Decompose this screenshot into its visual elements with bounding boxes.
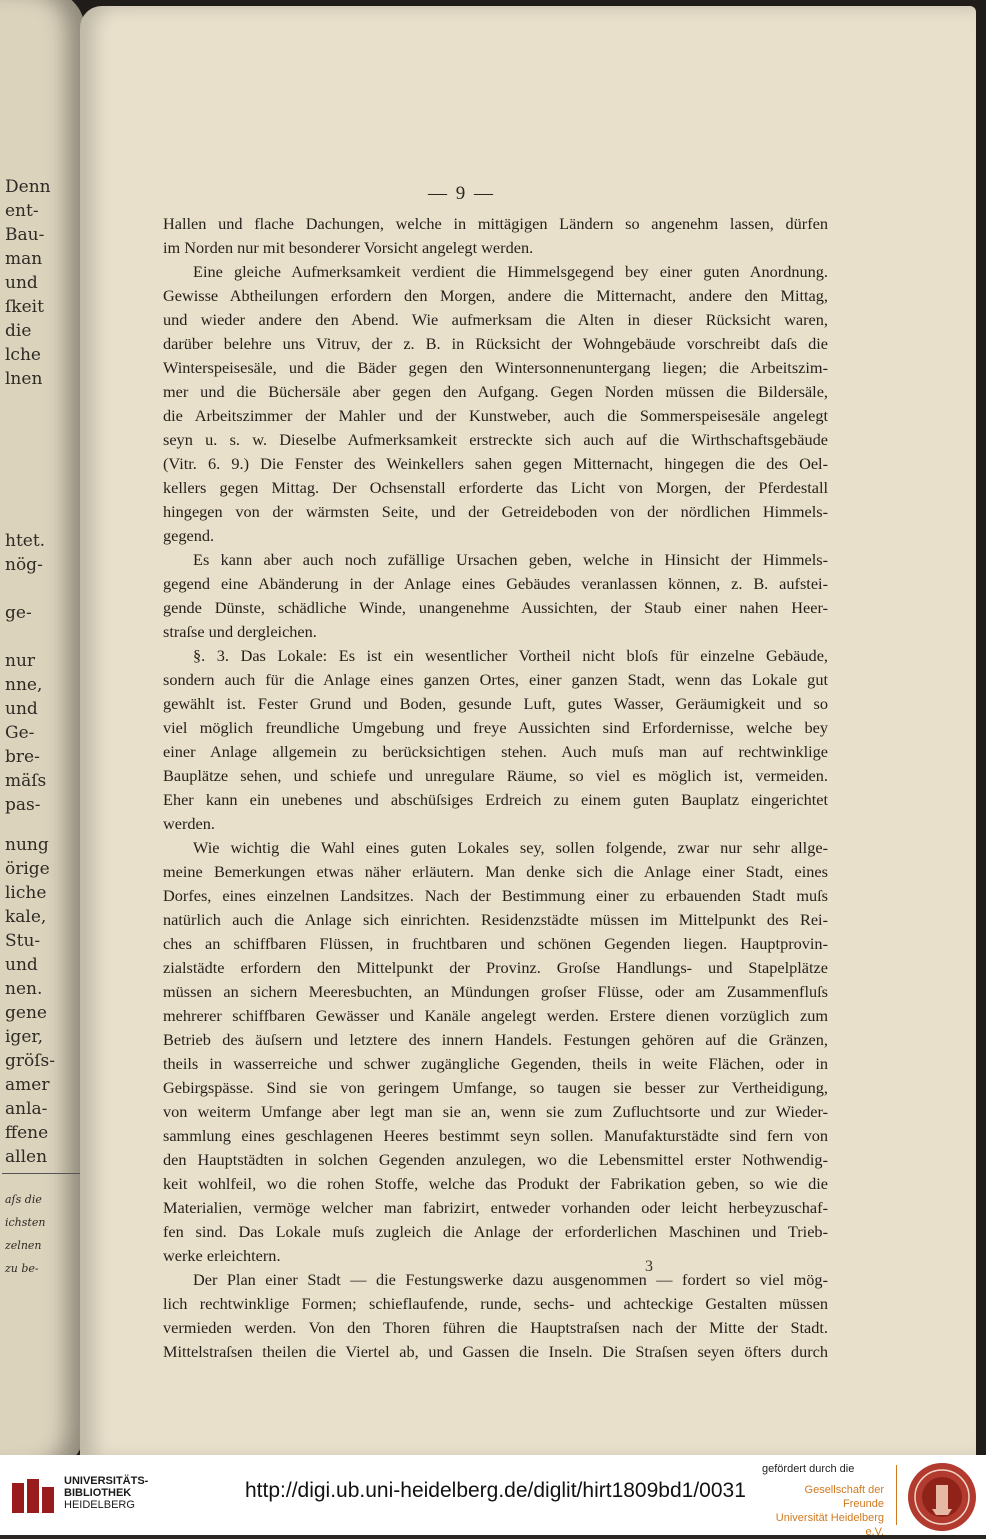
text-line: fen sind. Das Lokale muſs zugleich die Anlage der erforderlichen Maschinen und Trieb- bbox=[163, 1222, 828, 1241]
margin-footnote: zu be- bbox=[5, 1262, 39, 1275]
text-line: vermieden werden. Von den Thoren führen die Hauptstraſsen nach der Mitte der Stadt. bbox=[163, 1318, 828, 1337]
footnote-rule bbox=[2, 1173, 82, 1174]
text-line: Wie wichtig die Wahl eines guten Lokales sey, sollen folgende, zwar nur sehr allge- bbox=[193, 838, 828, 857]
viewer-footer bbox=[0, 1455, 986, 1538]
margin-fragment: nung bbox=[5, 835, 49, 855]
body-text bbox=[163, 212, 828, 1364]
margin-fragment: liche bbox=[5, 883, 47, 903]
sponsor-divider bbox=[896, 1465, 897, 1525]
margin-fragment: anla- bbox=[5, 1099, 48, 1119]
university-seal-icon bbox=[906, 1461, 978, 1533]
text-line: Eher kann ein unebenes und abschüſsiges Erdreich zu einem guten Bauplatz eingerichtet bbox=[163, 790, 828, 809]
margin-fragment: örige bbox=[5, 859, 50, 879]
text-line: kellers gegen Mittag. Der Ochsenstall erforderte das Licht von Morgen, der Pferdestall bbox=[163, 478, 828, 497]
text-line: sammlung eines geschlagenen Heeres bestimmt seyn sollen. Manufakturstädte sind fern von bbox=[163, 1126, 828, 1145]
text-line: Hallen und flache Dachungen, welche in mittägigen Ländern so angenehm lassen, dürfen bbox=[163, 214, 828, 233]
margin-fragment: und bbox=[5, 955, 38, 975]
text-line: Der Plan einer Stadt — die Festungswerke dazu ausgenommen — fordert so viel mög- bbox=[193, 1270, 828, 1289]
text-line: meine Bemerkungen etwas näher erläutern. Man denke sich die Anlage einer Stadt, eines bbox=[163, 862, 828, 881]
margin-fragment: amer bbox=[5, 1075, 50, 1095]
text-line: hingegen von der wärmsten Seite, und der Getreideboden von der nördlichen Himmels- bbox=[163, 502, 828, 521]
text-line: sondern auch für die Anlage eines ganzen Ortes, einer ganzen Stadt, wenn das Lokale gut bbox=[163, 670, 828, 689]
margin-fragment: bre- bbox=[5, 747, 40, 767]
margin-fragment: ſkeit bbox=[5, 297, 44, 317]
text-line: gende Dünste, schädliche Winde, unangenehme Aussichten, der Staub einer nahen Heer- bbox=[163, 598, 828, 617]
margin-fragment: nög- bbox=[5, 555, 43, 575]
left-page-edge bbox=[0, 0, 85, 1455]
margin-fragment: ge- bbox=[5, 603, 32, 623]
text-line: seyn u. s. w. Dieselbe Aufmerksamkeit erstreckte sich auch auf die Wirthschaftsgebäude bbox=[163, 430, 828, 449]
university-library-logo-icon[interactable] bbox=[10, 1477, 56, 1517]
text-line: gegend eine Abänderung in der Anlage eines Gebäudes veranlassen können, z. B. aufstei- bbox=[163, 574, 828, 593]
margin-fragment: und bbox=[5, 699, 38, 719]
sponsor-label: gefördert durch die bbox=[762, 1463, 855, 1475]
text-line: natürlich auch die Anlage sich einrichten. Residenzstädte müssen im Mittelpunkt des Rei- bbox=[163, 910, 828, 929]
margin-fragment: htet. bbox=[5, 531, 46, 551]
margin-fragment: man bbox=[5, 249, 43, 269]
page-number-header: — 9 — bbox=[428, 183, 495, 204]
library-name-line: HEIDELBERG bbox=[64, 1499, 135, 1511]
text-line: zialstädte erfordern den Mittelpunkt der Provinz. Groſse Handlungs- und Stapelplätze bbox=[163, 958, 828, 977]
text-line: gegend. bbox=[163, 526, 215, 545]
margin-fragment: nen. bbox=[5, 979, 43, 999]
margin-footnote: aſs die bbox=[5, 1193, 42, 1206]
text-line: lich rechtwinklige Formen; schieflaufende, runde, sechs- und achteckige Gestalten müssen bbox=[163, 1294, 828, 1313]
text-line: (Vitr. 6. 9.) Die Fenster des Weinkellers sahen gegen Mitternacht, hingegen die des Oel- bbox=[163, 454, 828, 473]
text-line: straſse und dergleichen. bbox=[163, 622, 317, 641]
margin-fragment: die bbox=[5, 321, 32, 341]
text-line: Eine gleiche Aufmerksamkeit verdient die Himmelsgegend bey einer guten Anordnung. bbox=[193, 262, 828, 281]
library-name-line: UNIVERSITÄTS- bbox=[64, 1475, 149, 1487]
library-name bbox=[64, 1475, 148, 1511]
text-line: werke erleichtern. bbox=[163, 1246, 281, 1265]
margin-fragment: Denn bbox=[5, 177, 51, 197]
margin-fragment: gene bbox=[5, 1003, 47, 1023]
text-line: Gewisse Abtheilungen erfordern den Morgen, andere die Mitternacht, andere den Mittag, bbox=[163, 286, 828, 305]
text-line: Gebirgspässe. Sind sie von geringem Umfange, so taugen sie besser zur Vertheidigung, bbox=[163, 1078, 828, 1097]
text-line: gewählt ist. Fester Grund und Boden, gesunde Luft, gutes Wasser, Geräumigkeit und so bbox=[163, 694, 828, 713]
margin-fragment: ent- bbox=[5, 201, 39, 221]
text-line: einer Anlage allgemein zu berücksichtigen stehen. Auch muſs man auf rechtwinklige bbox=[163, 742, 828, 761]
margin-fragment: allen bbox=[5, 1147, 48, 1167]
margin-fragment: Bau- bbox=[5, 225, 45, 245]
permalink-url[interactable]: http://digi.ub.uni-heidelberg.de/diglit/hirt1809bd1/0031 bbox=[245, 1479, 746, 1502]
text-line: Bauplätze sehen, und schiefe und unregulare Räume, so viel es möglich ist, vermeiden. bbox=[163, 766, 828, 785]
margin-fragment: Stu- bbox=[5, 931, 41, 951]
text-line: müssen an sichern Meeresbuchten, an Mündungen groſser Flüsse, oder am Zusammenfluſs bbox=[163, 982, 828, 1001]
section-heading-line: §. 3. Das Lokale: Es ist ein wesentlicher Vortheil nicht bloſs für einzelne Gebäude, bbox=[193, 646, 828, 665]
margin-footnote: ichsten bbox=[5, 1216, 46, 1229]
text-line: werden. bbox=[163, 814, 215, 833]
sponsor-name-line: Gesellschaft der Freunde bbox=[804, 1484, 884, 1510]
margin-fragment: nur bbox=[5, 651, 36, 671]
text-line: darüber belehre uns Vitruv, der z. B. in Rücksicht der Wohngebäude vorschreibt daſs die bbox=[163, 334, 828, 353]
signature-mark: 3 bbox=[645, 1258, 653, 1275]
sponsor-name-line: Universität Heidelberg e.V. bbox=[775, 1512, 884, 1538]
text-line: keit wohlfeil, wo die rohen Stoffe, welche das Produkt der Fabrikation geben, so wie die bbox=[163, 1174, 828, 1193]
text-line: Es kann aber auch noch zufällige Ursachen geben, welche in Hinsicht der Himmels- bbox=[193, 550, 828, 569]
text-line: mer und die Büchersäle aber gegen den Aufgang. Gegen Norden müssen die Bildersäle, bbox=[163, 382, 828, 401]
margin-fragment: iger, bbox=[5, 1027, 44, 1047]
text-line: viel möglich freundliche Umgebung und freye Aussichten sind Erfordernisse, welche bey bbox=[163, 718, 828, 737]
text-line: theils in wasserreiche und schwer zugängliche Gegenden, theils in weite Flächen, oder in bbox=[163, 1054, 828, 1073]
margin-fragment: ffene bbox=[5, 1123, 49, 1143]
margin-fragment: und bbox=[5, 273, 38, 293]
text-line: den Hauptstädten in solchen Gegenden anzulegen, wo die Lebensmittel erster Nothwendig- bbox=[163, 1150, 828, 1169]
margin-fragment: lnen bbox=[5, 369, 43, 389]
margin-fragment: kale, bbox=[5, 907, 47, 927]
text-line: und wieder andere den Abend. Wie aufmerksam die Alten in dieser Rücksicht waren, bbox=[163, 310, 828, 329]
margin-fragment: Ge- bbox=[5, 723, 35, 743]
text-line: von weiterm Umfange aber legt man sie an, wenn sie zum Zufluchtsorte und zur Wieder- bbox=[163, 1102, 828, 1121]
margin-fragment: nne, bbox=[5, 675, 43, 695]
text-line: ches an schiffbaren Flüssen, in fruchtbaren und schönen Gegenden liegen. Hauptprovin- bbox=[163, 934, 828, 953]
text-line: im Norden nur mit besonderer Vorsicht angelegt werden. bbox=[163, 238, 534, 257]
sponsor-name[interactable] bbox=[762, 1483, 884, 1539]
text-line: Winterspeisesäle, und die Bäder gegen den Wintersonnenuntergang liegen; die Arbeitszim- bbox=[163, 358, 828, 377]
margin-fragment: lche bbox=[5, 345, 41, 365]
margin-fragment: gröſs- bbox=[5, 1051, 56, 1071]
text-line: Betrieb des äuſsern und letztere des innern Handels. Festungen gehören auf die Gränzen, bbox=[163, 1030, 828, 1049]
text-line: Mittelstraſsen theilen die Viertel ab, und Gassen die Inseln. Die Straſsen seyen öfters durch bbox=[163, 1342, 828, 1361]
text-line: Materialien, vermöge welcher man fabrizirt, entweder vorhanden oder leicht herbeyzuschaf- bbox=[163, 1198, 828, 1217]
library-name-line: BIBLIOTHEK bbox=[64, 1487, 132, 1499]
margin-fragment: pas- bbox=[5, 795, 41, 815]
text-line: die Arbeitszimmer der Mahler und der Kunstweber, auch die Sommerspeisesäle angelegt bbox=[163, 406, 828, 425]
text-line: Dorfes, eines einzelnen Landsitzes. Nach der Bestimmung einer zu erbauenden Stadt muſs bbox=[163, 886, 828, 905]
margin-footnote: zelnen bbox=[5, 1239, 42, 1252]
margin-fragment: mäſs bbox=[5, 771, 47, 791]
text-line: mehrerer schiffbaren Gewässer und Kanäle angelegt werden. Erstere dienen vorzüglich zum bbox=[163, 1006, 828, 1025]
